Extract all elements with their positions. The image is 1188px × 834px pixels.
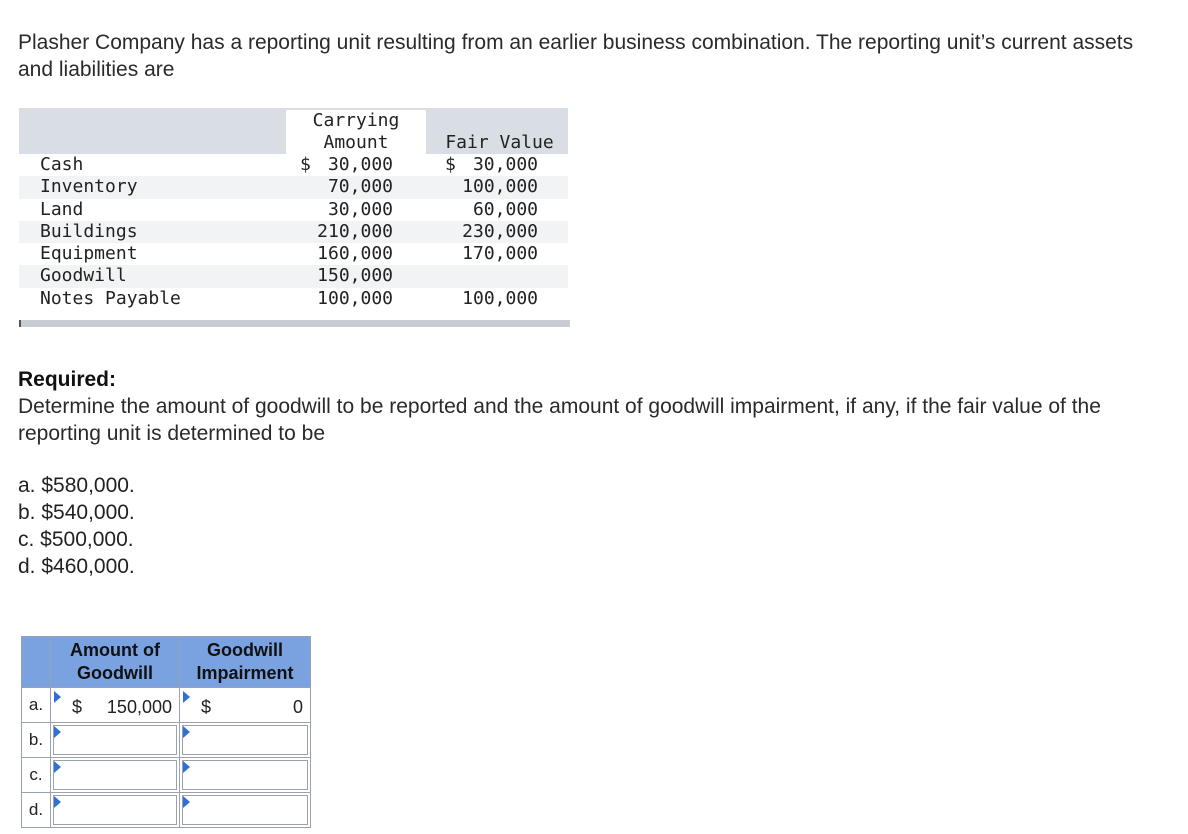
col2-line1: Goodwill [207, 640, 283, 660]
col2-line2: Impairment [196, 663, 294, 683]
table-row [19, 243, 568, 265]
impairment-input-b[interactable] [182, 725, 308, 755]
answer-row-b [22, 723, 311, 758]
row-label: d. [22, 793, 51, 828]
row-label: Notes Payable [40, 287, 181, 309]
carrying-amount-header [286, 110, 426, 154]
col1-line2: Goodwill [77, 663, 153, 683]
row-label: Goodwill [40, 265, 127, 287]
impairment-cell [180, 793, 311, 828]
goodwill-input-a[interactable] [53, 690, 177, 720]
fair-value: 60,000 [472, 198, 538, 220]
answer-grid [21, 636, 311, 828]
input-marker-icon [54, 796, 61, 808]
carrying-value: 30,000 [327, 154, 393, 175]
row-label: b. [22, 723, 51, 758]
currency-symbol: $ [300, 154, 311, 175]
fair-value-amount: 30,000 [472, 154, 538, 175]
input-marker-icon [183, 726, 190, 738]
table-row [19, 154, 568, 176]
impairment-cell [180, 758, 311, 793]
carrying-amount: 30,000 [327, 198, 393, 220]
goodwill-input-d[interactable] [53, 795, 177, 825]
goodwill-value: 150,000 [106, 697, 172, 717]
fair-value: 100,000 [462, 176, 538, 198]
option-a: a. $580,000. [18, 474, 135, 497]
impairment-input-d[interactable] [182, 795, 308, 825]
carrying-amount: 100,000 [317, 287, 393, 309]
goodwill-cell [51, 688, 180, 723]
input-marker-icon [183, 796, 190, 808]
option-list [18, 472, 135, 580]
goodwill-input-c[interactable] [53, 760, 177, 790]
impairment-cell [180, 688, 311, 723]
currency-symbol: $ [201, 697, 212, 717]
goodwill-impairment-header [180, 637, 311, 688]
header-corner [22, 637, 51, 688]
goodwill-cell [51, 793, 180, 828]
row-label: Inventory [40, 176, 138, 198]
fair-value: 100,000 [462, 287, 538, 309]
fair-value: 230,000 [462, 220, 538, 242]
required-text: Determine the amount of goodwill to be reported and the amount of goodwill impairment, if any, if the fair value of the reporting unit is determined to be [18, 395, 1101, 445]
problem-intro: Plasher Company has a reporting unit resulting from an earlier business combination. The reporting unit’s current assets and liabilities are [18, 31, 1134, 81]
carrying-header-line1: Carrying [312, 110, 400, 131]
table-footer-bar [19, 320, 570, 327]
fair-value [431, 154, 538, 176]
carrying-amount: 210,000 [317, 220, 393, 242]
impairment-cell [180, 723, 311, 758]
fair-value: 170,000 [462, 243, 538, 265]
table-row [19, 265, 568, 287]
currency-symbol: $ [72, 697, 83, 717]
asset-liability-table [19, 108, 568, 310]
row-label: Land [40, 198, 84, 220]
row-label: a. [22, 688, 51, 723]
row-label: Cash [40, 154, 84, 175]
impairment-input-c[interactable] [182, 760, 308, 790]
impairment-input-a[interactable] [182, 690, 308, 720]
required-heading: Required: [18, 368, 117, 391]
input-marker-icon [54, 761, 61, 773]
table-row [19, 199, 568, 221]
carrying-header-line2: Amount [323, 132, 389, 153]
option-d: d. $460,000. [18, 555, 135, 578]
col1-line1: Amount of [70, 640, 160, 660]
option-b: b. $540,000. [18, 501, 135, 524]
row-label: c. [22, 758, 51, 793]
row-label: Buildings [40, 220, 138, 242]
input-marker-icon [54, 726, 61, 738]
input-marker-icon [183, 761, 190, 773]
carrying-amount: 160,000 [317, 243, 393, 265]
required-section [18, 366, 1158, 447]
carrying-amount: 150,000 [317, 265, 393, 287]
table-header [19, 108, 568, 154]
table-row [19, 176, 568, 198]
answer-row-a [22, 688, 311, 723]
answer-grid-header [22, 637, 311, 688]
goodwill-input-b[interactable] [53, 725, 177, 755]
table-row [19, 221, 568, 243]
goodwill-cell [51, 723, 180, 758]
currency-symbol: $ [445, 154, 456, 175]
input-marker-icon [54, 691, 61, 703]
option-c: c. $500,000. [18, 528, 134, 551]
table-row [19, 288, 568, 310]
input-marker-icon [183, 691, 190, 703]
impairment-value: 0 [292, 697, 303, 717]
goodwill-cell [51, 758, 180, 793]
answer-row-c [22, 758, 311, 793]
amount-of-goodwill-header [51, 637, 180, 688]
row-label: Equipment [40, 243, 138, 265]
carrying-amount [286, 154, 393, 176]
answer-row-d [22, 793, 311, 828]
carrying-amount: 70,000 [327, 176, 393, 198]
fair-value-header: Fair Value [445, 132, 554, 153]
